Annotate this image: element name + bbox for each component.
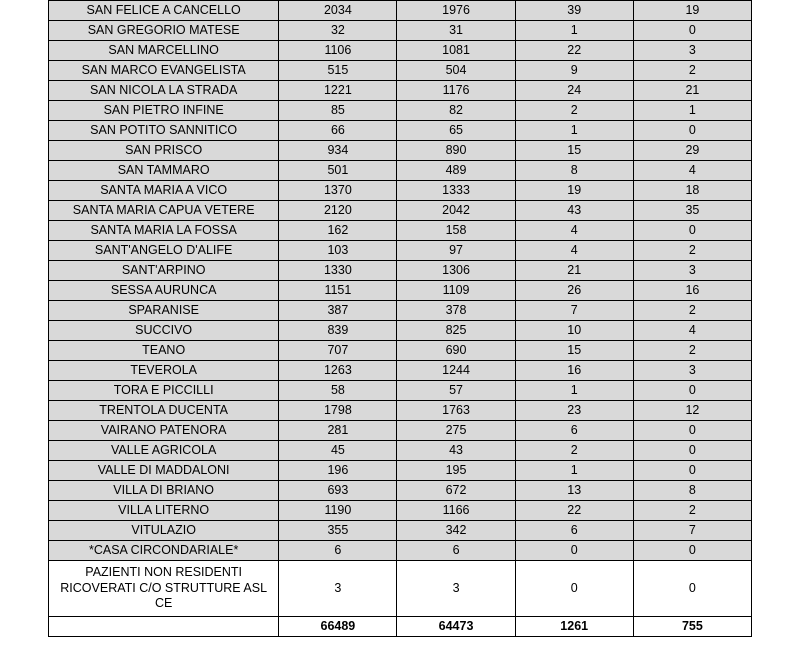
cell-value-1: 1798 (279, 401, 397, 421)
table-row (49, 121, 752, 141)
cell-value-1: 32 (279, 21, 397, 41)
cell-value-2: 65 (397, 121, 515, 141)
cell-value-4: 3 (633, 361, 751, 381)
table-row (49, 501, 752, 521)
cell-comune: SANT'ARPINO (49, 261, 279, 281)
cell-comune: SPARANISE (49, 301, 279, 321)
cell-value-4: 0 (633, 381, 751, 401)
cell-value-1: 1151 (279, 281, 397, 301)
cell-value-2: 1306 (397, 261, 515, 281)
cell-value-1: 515 (279, 61, 397, 81)
cell-comune: VILLA DI BRIANO (49, 481, 279, 501)
table-row (49, 161, 752, 181)
cell-comune: VAIRANO PATENORA (49, 421, 279, 441)
table-row (49, 401, 752, 421)
cell-comune: TEANO (49, 341, 279, 361)
cell-value-3: 0 (515, 561, 633, 617)
table-row (49, 81, 752, 101)
cell-value-2: 3 (397, 561, 515, 617)
cell-value-1: 281 (279, 421, 397, 441)
cell-comune: SANT'ANGELO D'ALIFE (49, 241, 279, 261)
cell-value-2: 342 (397, 521, 515, 541)
cell-total-value-3: 1261 (515, 617, 633, 637)
cell-value-3: 15 (515, 141, 633, 161)
cell-value-1: 3 (279, 561, 397, 617)
cell-total-value-2: 64473 (397, 617, 515, 637)
cell-value-4: 0 (633, 461, 751, 481)
cell-value-4: 4 (633, 161, 751, 181)
table-row (49, 301, 752, 321)
table-row (49, 321, 752, 341)
cell-value-4: 35 (633, 201, 751, 221)
table-row-total (49, 617, 752, 637)
cell-comune: SANTA MARIA LA FOSSA (49, 221, 279, 241)
cell-value-2: 1176 (397, 81, 515, 101)
table-row (49, 281, 752, 301)
cell-value-3: 23 (515, 401, 633, 421)
cell-value-3: 10 (515, 321, 633, 341)
cell-comune: SAN NICOLA LA STRADA (49, 81, 279, 101)
cell-value-1: 66 (279, 121, 397, 141)
cell-value-1: 1370 (279, 181, 397, 201)
cell-value-2: 1081 (397, 41, 515, 61)
cell-value-4: 7 (633, 521, 751, 541)
cell-value-1: 934 (279, 141, 397, 161)
cell-comune: SAN TAMMARO (49, 161, 279, 181)
cell-comune: SANTA MARIA CAPUA VETERE (49, 201, 279, 221)
cell-value-2: 31 (397, 21, 515, 41)
cell-value-3: 6 (515, 421, 633, 441)
cell-comune: SAN MARCELLINO (49, 41, 279, 61)
cell-value-3: 2 (515, 101, 633, 121)
cell-comune: SAN GREGORIO MATESE (49, 21, 279, 41)
cell-value-4: 0 (633, 561, 751, 617)
cell-value-1: 6 (279, 541, 397, 561)
cell-comune: *CASA CIRCONDARIALE* (49, 541, 279, 561)
cell-value-2: 489 (397, 161, 515, 181)
cell-value-3: 26 (515, 281, 633, 301)
cell-comune: SAN PIETRO INFINE (49, 101, 279, 121)
table-row (49, 1, 752, 21)
cell-comune: VALLE DI MADDALONI (49, 461, 279, 481)
cell-value-3: 8 (515, 161, 633, 181)
cell-value-4: 3 (633, 261, 751, 281)
table-row (49, 141, 752, 161)
cell-value-3: 19 (515, 181, 633, 201)
cell-value-4: 0 (633, 21, 751, 41)
table-row (49, 341, 752, 361)
cell-value-1: 1106 (279, 41, 397, 61)
table-row (49, 561, 752, 617)
cell-value-2: 43 (397, 441, 515, 461)
cell-comune: SAN FELICE A CANCELLO (49, 1, 279, 21)
cell-value-3: 24 (515, 81, 633, 101)
cell-value-4: 0 (633, 421, 751, 441)
cell-value-3: 16 (515, 361, 633, 381)
cell-comune: TEVEROLA (49, 361, 279, 381)
cell-value-4: 3 (633, 41, 751, 61)
cell-value-2: 690 (397, 341, 515, 361)
cell-value-3: 7 (515, 301, 633, 321)
cell-comune: SANTA MARIA A VICO (49, 181, 279, 201)
cell-comune: SESSA AURUNCA (49, 281, 279, 301)
table-row (49, 61, 752, 81)
cell-value-4: 2 (633, 341, 751, 361)
cell-value-2: 6 (397, 541, 515, 561)
cell-comune: TRENTOLA DUCENTA (49, 401, 279, 421)
table-row (49, 361, 752, 381)
cell-comune: SAN MARCO EVANGELISTA (49, 61, 279, 81)
comuni-statistics-table (48, 0, 752, 637)
cell-value-1: 355 (279, 521, 397, 541)
cell-comune: SAN PRISCO (49, 141, 279, 161)
cell-value-4: 8 (633, 481, 751, 501)
cell-value-2: 1763 (397, 401, 515, 421)
table-row (49, 461, 752, 481)
table-row (49, 201, 752, 221)
cell-value-1: 1263 (279, 361, 397, 381)
cell-value-3: 15 (515, 341, 633, 361)
cell-value-4: 18 (633, 181, 751, 201)
cell-value-2: 158 (397, 221, 515, 241)
cell-value-4: 0 (633, 541, 751, 561)
table-row (49, 481, 752, 501)
table-row (49, 421, 752, 441)
cell-value-2: 890 (397, 141, 515, 161)
cell-comune: SUCCIVO (49, 321, 279, 341)
cell-comune (49, 561, 279, 617)
cell-value-1: 2120 (279, 201, 397, 221)
cell-value-2: 1333 (397, 181, 515, 201)
cell-comune: TORA E PICCILLI (49, 381, 279, 401)
cell-value-4: 0 (633, 121, 751, 141)
cell-value-4: 2 (633, 301, 751, 321)
table-row (49, 41, 752, 61)
table-row (49, 241, 752, 261)
cell-value-1: 196 (279, 461, 397, 481)
table-row (49, 21, 752, 41)
cell-value-2: 97 (397, 241, 515, 261)
table-row (49, 521, 752, 541)
cell-value-3: 9 (515, 61, 633, 81)
cell-value-2: 504 (397, 61, 515, 81)
cell-value-3: 22 (515, 41, 633, 61)
cell-value-2: 275 (397, 421, 515, 441)
cell-value-1: 162 (279, 221, 397, 241)
cell-value-4: 2 (633, 61, 751, 81)
cell-value-1: 501 (279, 161, 397, 181)
table-row (49, 541, 752, 561)
cell-value-4: 16 (633, 281, 751, 301)
cell-value-3: 1 (515, 121, 633, 141)
cell-value-3: 4 (515, 241, 633, 261)
cell-value-4: 1 (633, 101, 751, 121)
cell-value-3: 21 (515, 261, 633, 281)
cell-value-4: 0 (633, 221, 751, 241)
cell-comune: VILLA LITERNO (49, 501, 279, 521)
cell-value-4: 19 (633, 1, 751, 21)
table-row (49, 101, 752, 121)
cell-value-1: 2034 (279, 1, 397, 21)
cell-value-1: 839 (279, 321, 397, 341)
cell-value-3: 22 (515, 501, 633, 521)
cell-value-3: 0 (515, 541, 633, 561)
cell-value-2: 1109 (397, 281, 515, 301)
cell-value-2: 825 (397, 321, 515, 341)
table-row (49, 221, 752, 241)
cell-value-2: 378 (397, 301, 515, 321)
table-row (49, 261, 752, 281)
cell-value-3: 6 (515, 521, 633, 541)
cell-value-4: 29 (633, 141, 751, 161)
cell-value-1: 693 (279, 481, 397, 501)
cell-value-2: 2042 (397, 201, 515, 221)
cell-value-2: 82 (397, 101, 515, 121)
cell-value-1: 58 (279, 381, 397, 401)
cell-comune: SAN POTITO SANNITICO (49, 121, 279, 141)
cell-value-3: 43 (515, 201, 633, 221)
cell-value-4: 2 (633, 501, 751, 521)
cell-value-4: 21 (633, 81, 751, 101)
cell-value-2: 195 (397, 461, 515, 481)
cell-value-4: 12 (633, 401, 751, 421)
cell-value-2: 1976 (397, 1, 515, 21)
cell-value-1: 103 (279, 241, 397, 261)
cell-value-3: 4 (515, 221, 633, 241)
cell-value-3: 1 (515, 461, 633, 481)
cell-value-1: 1221 (279, 81, 397, 101)
cell-value-1: 45 (279, 441, 397, 461)
cell-comune: VITULAZIO (49, 521, 279, 541)
cell-value-4: 0 (633, 441, 751, 461)
cell-value-3: 39 (515, 1, 633, 21)
cell-value-2: 1166 (397, 501, 515, 521)
table-body (49, 1, 752, 637)
cell-comune: VALLE AGRICOLA (49, 441, 279, 461)
cell-value-4: 2 (633, 241, 751, 261)
cell-value-3: 1 (515, 21, 633, 41)
cell-value-2: 1244 (397, 361, 515, 381)
cell-value-1: 1330 (279, 261, 397, 281)
cell-value-2: 57 (397, 381, 515, 401)
cell-comune-text: PAZIENTI NON RESIDENTI RICOVERATI C/O STRUTTURE ASL CE (60, 565, 268, 611)
cell-value-3: 2 (515, 441, 633, 461)
cell-total-value-4: 755 (633, 617, 751, 637)
cell-value-1: 85 (279, 101, 397, 121)
cell-value-2: 672 (397, 481, 515, 501)
cell-value-4: 4 (633, 321, 751, 341)
cell-value-3: 1 (515, 381, 633, 401)
table-row (49, 441, 752, 461)
table-row (49, 181, 752, 201)
cell-total-label (49, 617, 279, 637)
cell-value-1: 387 (279, 301, 397, 321)
cell-value-1: 707 (279, 341, 397, 361)
table-row (49, 381, 752, 401)
cell-value-1: 1190 (279, 501, 397, 521)
cell-value-3: 13 (515, 481, 633, 501)
cell-total-value-1: 66489 (279, 617, 397, 637)
